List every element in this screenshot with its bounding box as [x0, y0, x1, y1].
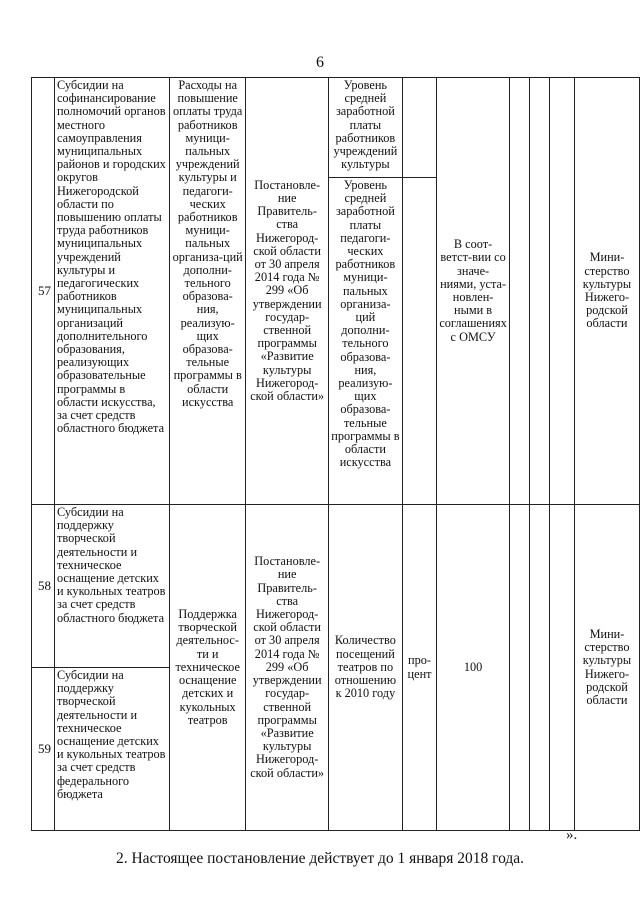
empty-cell-58a	[509, 505, 529, 831]
subsidy-name-59: Субсидии на поддержку творческой деятельности и техническое оснащение детских и кукольных театров за счет средств федерального бюджета	[54, 668, 169, 831]
row-number-57: 57	[32, 78, 55, 505]
purpose-58-59: Поддержка творческой деятельнос-ти и техническое оснащение детских и кукольных театров	[170, 505, 246, 831]
row-number-59: 59	[32, 668, 55, 831]
indicator-57-salary-culture: Уровень средней заработной платы работников учреждений культуры	[329, 78, 403, 178]
row-number-58: 58	[32, 505, 55, 668]
subsidies-table	[31, 77, 640, 831]
unit-58-59: про-цент	[402, 505, 437, 831]
validity-clause: 2. Настоящее постановление действует до 1 января 2018 года.	[115, 850, 525, 867]
target-value-58-59: 100	[437, 505, 510, 831]
unit-cell-57b	[402, 178, 437, 505]
empty-cell-57a	[509, 78, 529, 505]
purpose-57: Расходы на повышение оплаты труда работников муници-пальных учреждений культуры и педагоги-ческих работников муници-пальных организа-ций дополни-тельного образова-ния, реализую-щих образова-тельные программы в области искусства	[170, 78, 246, 505]
empty-cell-57b	[529, 78, 549, 505]
administrator-58-59: Мини-стерство культуры Нижего-родской области	[574, 505, 639, 831]
subsidy-name-57: Субсидии на софинансирование полномочий органов местного самоуправления муниципальных районов и городских округов Нижегородской области по повышению оплаты труда работников муниципальных учреждений культуры и педагогических работников муниципальных организаций дополнительного образования, реализующих образовательные программы в области искусства, за счет средств областного бюджета	[54, 78, 169, 505]
administrator-57: Мини-стерство культуры Нижего-родской области	[574, 78, 639, 505]
target-value-57: В соот-ветст-вии со значе-ниями, уста-новлен-ными в соглашениях с ОМСУ	[437, 78, 510, 505]
empty-cell-58b	[529, 505, 549, 831]
table-row-57	[32, 78, 640, 178]
indicator-57-salary-teachers: Уровень средней заработной платы педагоги-ческих работников муници-пальных организа-ций дополни-тельного образова-ния, реализую-щих образова-тельные программы в области искусства	[329, 178, 403, 505]
empty-cell-57c	[550, 78, 575, 505]
table-row-58	[32, 505, 640, 668]
subsidy-name-58: Субсидии на поддержку творческой деятельности и техническое оснащение детских и кукольных театров за счет средств областного бюджета	[54, 505, 169, 668]
unit-cell-57a	[402, 78, 437, 178]
closing-quote: ».	[566, 827, 578, 843]
indicator-58-59: Количество посещений театров по отношению к 2010 году	[329, 505, 403, 831]
page-number: 6	[316, 54, 324, 71]
empty-cell-58c	[550, 505, 575, 831]
legal-basis-57: Постановле-ние Правитель-ства Нижегород-ской области от 30 апреля 2014 года № 299 «Об утверждении государ-ственной программы «Развитие культуры Нижегород-ской области»	[246, 78, 329, 505]
legal-basis-58-59: Постановле-ние Правитель-ства Нижегород-ской области от 30 апреля 2014 года № 299 «Об утверждении государ-ственной программы «Развитие культуры Нижегород-ской области»	[246, 505, 329, 831]
